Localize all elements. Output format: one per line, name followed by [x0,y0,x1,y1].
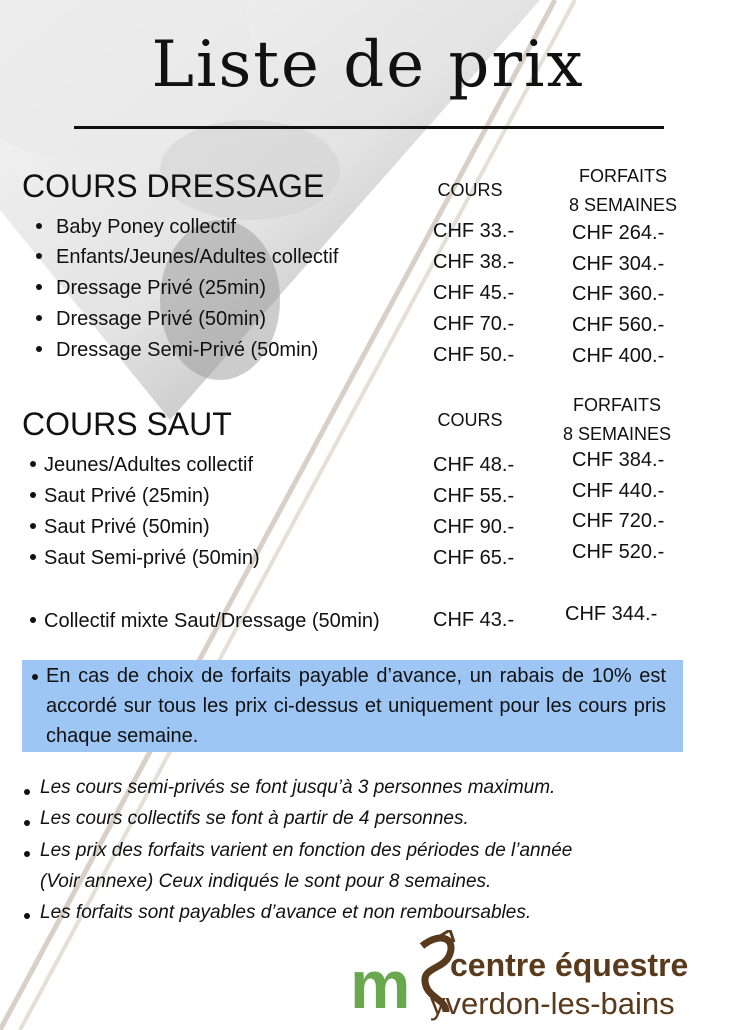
footnote: Les forfaits sont payables d’avance et non remboursables. [40,902,532,923]
price-forfait: CHF 520.- [572,541,665,563]
footnote: (Voir annexe) Ceux indiqués le sont pour 8 semaines. [40,871,492,892]
price-forfait: CHF 400.- [572,345,665,367]
item-label: Saut Privé (25min) [44,485,210,507]
price-item-label [36,339,318,362]
column-header-cours: COURS [437,410,503,430]
price-forfait: CHF 384.- [572,449,665,471]
bullet-icon [30,617,36,623]
price-forfait: CHF 440.- [572,480,665,502]
bullet-icon [30,461,36,467]
bullet-icon [24,789,30,795]
title-divider [74,126,664,129]
price-cours: CHF 48.- [433,454,515,476]
column-header-cours: COURS [437,180,503,200]
logo-line1: centre équestre [450,947,689,983]
price-item-label [30,485,210,508]
price-forfait: CHF 264.- [572,222,665,244]
price-cours: CHF 90.- [433,516,515,538]
price-item-label [36,216,236,239]
price-item-label [30,516,210,539]
section-heading-saut: COURS SAUT [22,406,232,442]
bullet-icon [30,523,36,529]
footnote: Les prix des forfaits varient en fonction des périodes de l’année [40,840,573,861]
forfaits-line2: 8 SEMAINES [568,195,678,215]
item-label: Collectif mixte Saut/Dressage (50min) [44,610,380,632]
bullet-icon [24,820,30,826]
price-cours: CHF 65.- [433,547,515,569]
item-label: Saut Semi-privé (50min) [44,547,260,569]
price-forfait: CHF 360.- [572,283,665,305]
bullet-icon [36,315,42,321]
forfaits-line2: 8 SEMAINES [562,424,672,444]
price-cours: CHF 43.- [433,609,515,631]
footnote: Les cours semi-privés se font jusqu’à 3 personnes maximum. [40,777,556,798]
price-cours: CHF 50.- [433,344,515,366]
price-item-label [30,610,380,633]
price-item-label [36,308,266,331]
bullet-icon [36,223,42,229]
price-cours: CHF 55.- [433,485,515,507]
price-cours: CHF 38.- [433,251,515,273]
forfaits-line1: FORFAITS [572,395,661,415]
item-label: Jeunes/Adultes collectif [44,454,254,476]
bullet-icon [36,284,42,290]
price-item-label [30,547,260,570]
bullet-icon [32,674,38,680]
price-item-label [36,246,338,269]
item-label: Enfants/Jeunes/Adultes collectif [56,246,339,268]
price-cours: CHF 45.- [433,282,515,304]
item-label: Baby Poney collectif [56,216,237,238]
bullet-icon [24,851,30,857]
price-item-label [36,277,266,300]
bullet-icon [30,554,36,560]
price-forfait: CHF 304.- [572,253,665,275]
page-title: Liste de prix [151,28,585,102]
column-header-forfaits [552,391,682,449]
price-cours: CHF 70.- [433,313,515,335]
item-label: Dressage Privé (50min) [56,308,267,330]
logo-line2: yverdon-les-bains [430,986,675,1021]
section-heading-dressage: COURS DRESSAGE [22,168,325,204]
footnote: Les cours collectifs se font à partir de 4 personnes. [40,808,469,829]
column-header-forfaits [558,162,688,220]
price-forfait: CHF 560.- [572,314,665,336]
bullet-icon [30,492,36,498]
price-item-label [30,454,253,477]
discount-note-text: En cas de choix de forfaits payable d’avance, un rabais de 10% est accordé sur tous les prix ci-dessus et uniquement pour les cours pris chaque semaine. [46,665,666,747]
bullet-icon [36,346,42,352]
item-label: Dressage Privé (25min) [56,277,267,299]
price-forfait: CHF 344.- [565,603,658,625]
price-cours: CHF 33.- [433,220,515,242]
svg-text:m: m [350,947,411,1020]
price-forfait: CHF 720.- [572,510,665,532]
item-label: Dressage Semi-Privé (50min) [56,339,319,361]
forfaits-line1: FORFAITS [578,166,667,186]
bullet-icon [36,253,42,259]
item-label: Saut Privé (50min) [44,516,210,538]
bullet-icon [24,913,30,919]
